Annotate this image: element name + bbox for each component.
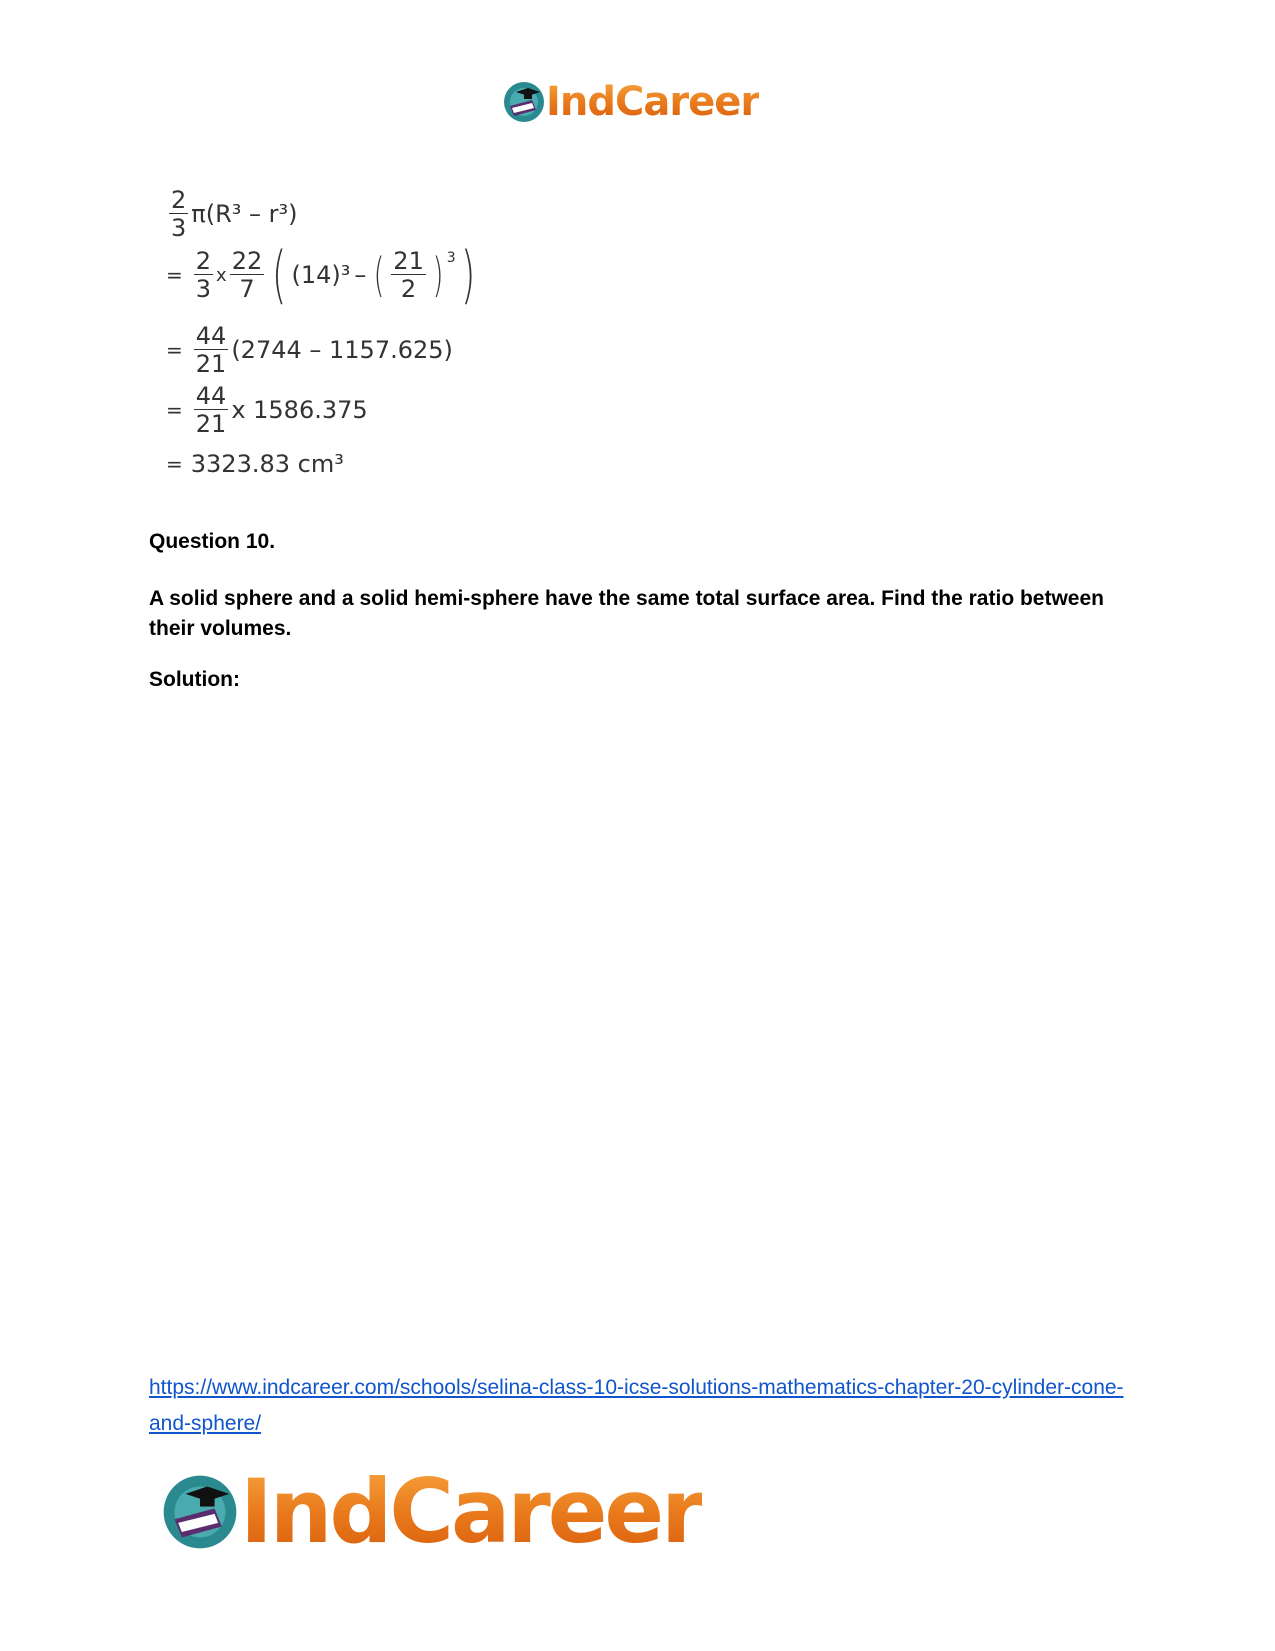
- math-line-5: = 3323.83 cm³: [166, 450, 344, 478]
- question-title: Question 10.: [149, 530, 276, 553]
- footer-logo: [160, 1460, 702, 1563]
- logo-text: IndCareer: [240, 1460, 702, 1563]
- header-logo: [502, 80, 759, 124]
- math-line-2: = $\frac{2}{3}$ x $\frac{22}{7}$ ( (14)³ – ( $\frac{21}{2}$ ) $^3$ ): [166, 238, 476, 311]
- question-text: A solid sphere and a solid hemi-sphere have the same total surface area. Find the ratio between their volumes.: [149, 587, 1104, 640]
- math-line-1: [166, 188, 298, 240]
- math-line-3: = $\frac{44}{21}$ (2744 – 1157.625): [166, 322, 453, 378]
- logo-text: IndCareer: [546, 79, 760, 125]
- graduation-book-icon: [160, 1472, 240, 1552]
- fraction: $\frac{2}{3}$: [171, 186, 187, 242]
- solution-label: Solution:: [149, 668, 240, 691]
- math-line-4: = $\frac{44}{21}$ x 1586.375: [166, 382, 368, 438]
- expression: π(R³ – r³): [191, 200, 298, 228]
- source-link[interactable]: https://www.indcareer.com/schools/selina-class-10-icse-solutions-mathematics-chapter-20-cylinder-cone-and-sphere/: [149, 1376, 1124, 1435]
- graduation-book-icon: [502, 80, 546, 124]
